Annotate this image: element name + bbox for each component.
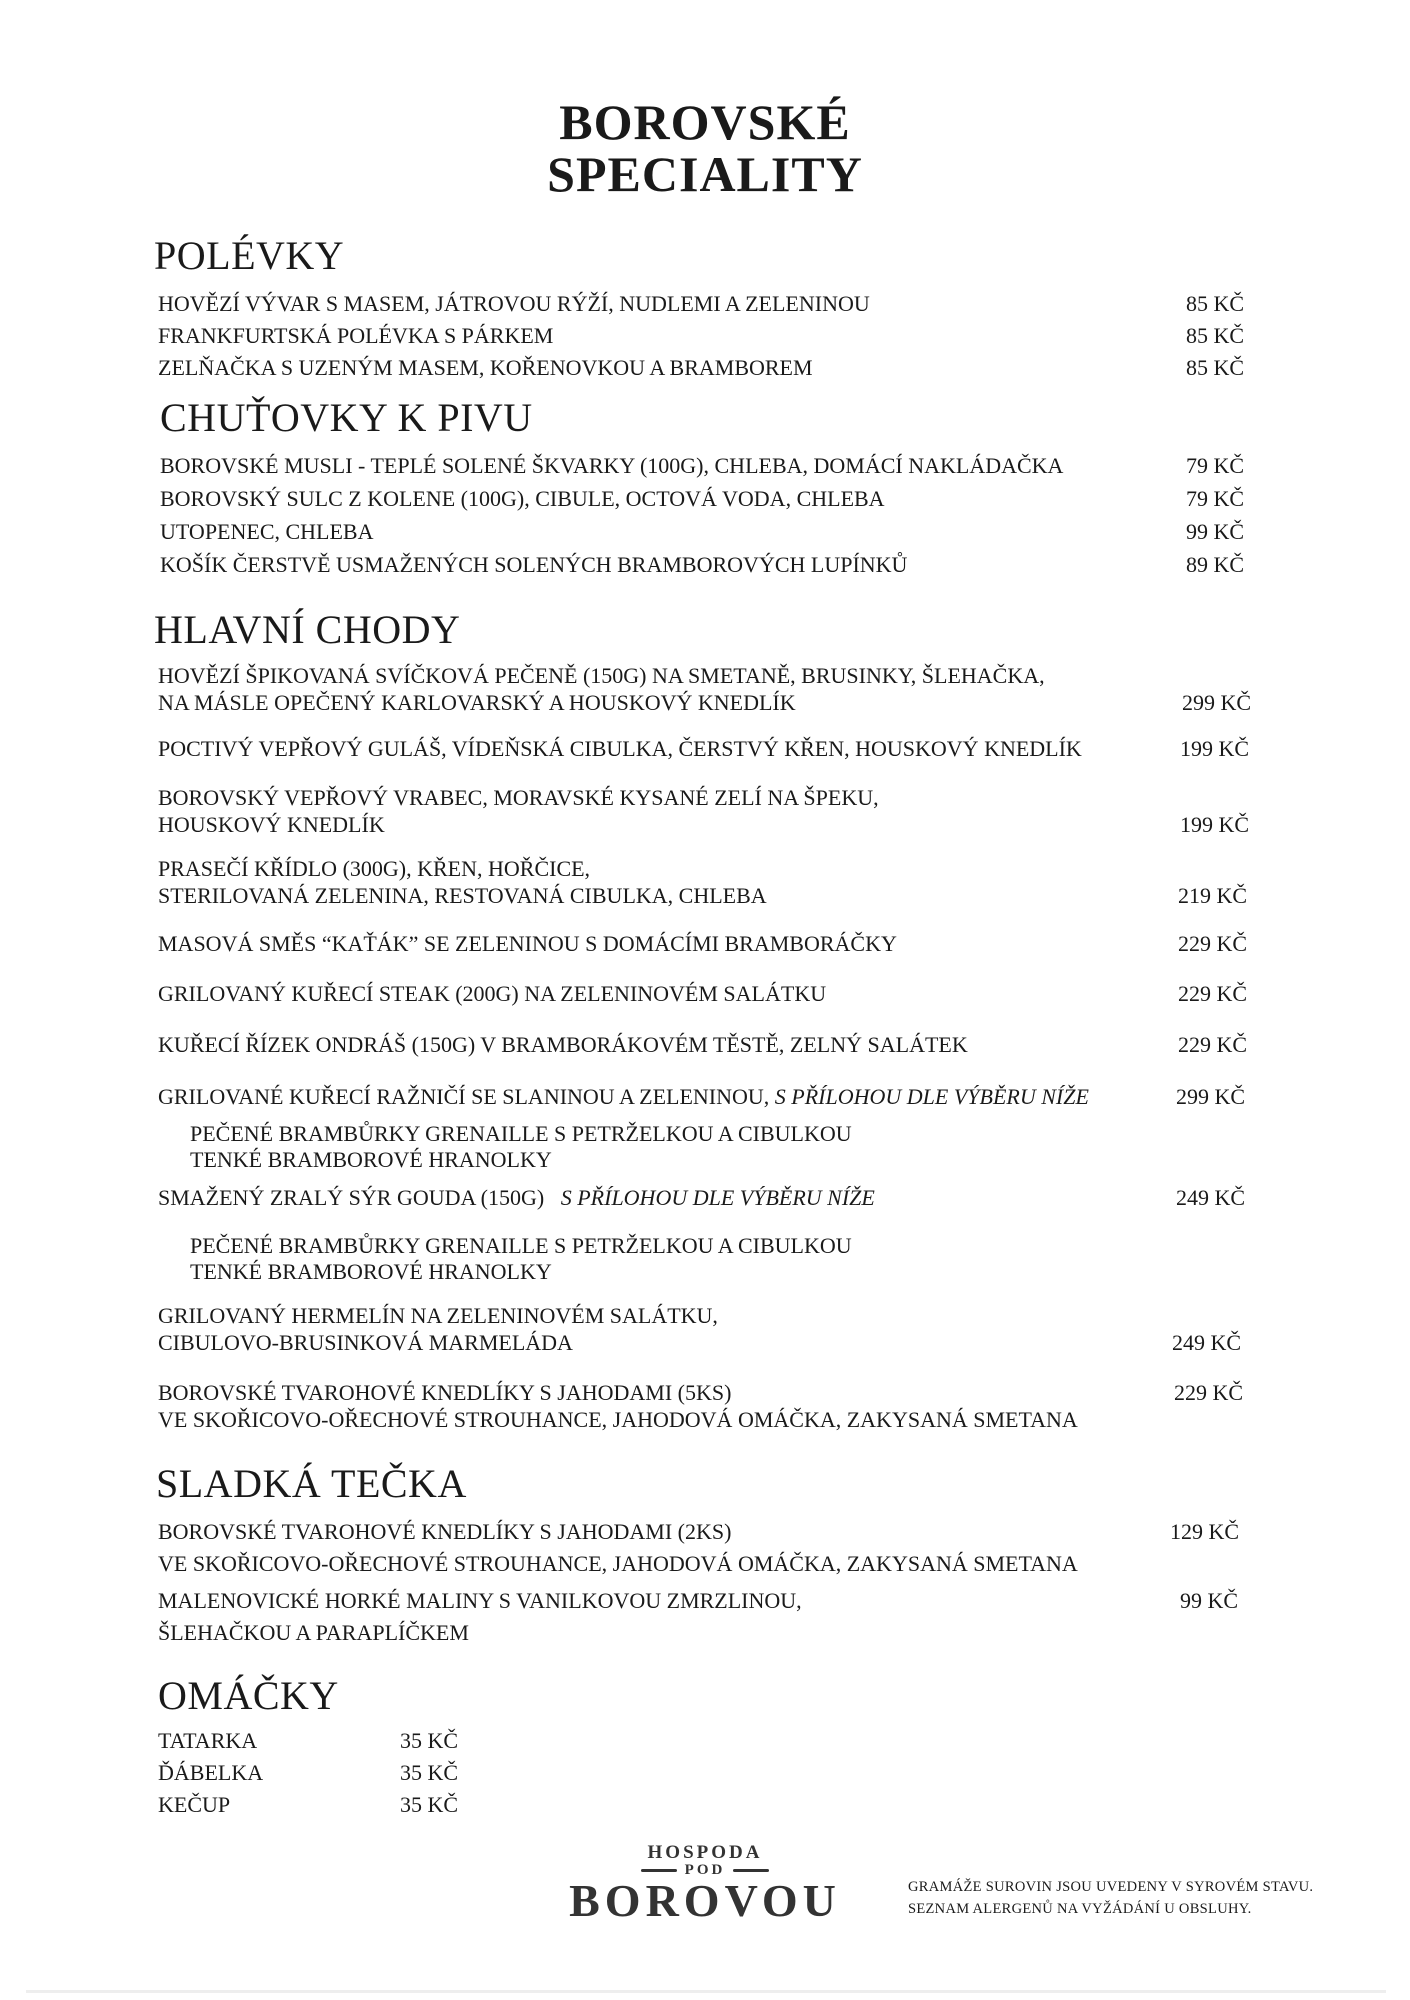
menu-item-name: MALENOVICKÉ HORKÉ MALINY S VANILKOVOU ZMRZLINOU, bbox=[158, 1588, 802, 1613]
menu-item-name: PRASEČÍ KŘÍDLO (300G), KŘEN, HOŘČICE, bbox=[158, 856, 591, 881]
sauce-price: 35 KČ bbox=[400, 1760, 459, 1785]
menu-item-name: BOROVSKÝ VEPŘOVÝ VRABEC, MORAVSKÉ KYSANÉ ZELÍ NA ŠPEKU, bbox=[158, 785, 879, 810]
sauce-price: 35 KČ bbox=[400, 1792, 459, 1817]
menu-item-price: 229 KČ bbox=[1178, 1032, 1248, 1057]
bottom-divider bbox=[26, 1990, 1386, 1993]
menu-item-main-text: SMAŽENÝ ZRALÝ SÝR GOUDA (150G) bbox=[158, 1185, 545, 1210]
sauce-price: 35 KČ bbox=[400, 1728, 459, 1753]
menu-item-price: 199 KČ bbox=[1180, 812, 1250, 837]
menu-item-name-line2: VE SKOŘICOVO-OŘECHOVÉ STROUHANCE, JAHODOVÁ OMÁČKA, ZAKYSANÁ SMETANA bbox=[158, 1407, 1078, 1432]
menu-item-name-line2: STERILOVANÁ ZELENINA, RESTOVANÁ CIBULKA, CHLEBA bbox=[158, 883, 767, 908]
section-title-omacky: OMÁČKY bbox=[158, 1673, 339, 1718]
menu-item-name: ZELŇAČKA S UZENÝM MASEM, KOŘENOVKOU A BRAMBOREM bbox=[158, 355, 813, 380]
menu-item-price: 85 KČ bbox=[1186, 355, 1245, 380]
menu-item-name: GRILOVANÝ KUŘECÍ STEAK (200G) NA ZELENINOVÉM SALÁTKU bbox=[158, 981, 827, 1006]
page-title bbox=[0, 96, 1410, 200]
menu-item-name: POCTIVÝ VEPŘOVÝ GULÁŠ, VÍDEŇSKÁ CIBULKA, ČERSTVÝ KŘEN, HOUSKOVÝ KNEDLÍK bbox=[158, 736, 1082, 761]
menu-item-price: 85 KČ bbox=[1186, 291, 1245, 316]
side-option: PEČENÉ BRAMBŮRKY GRENAILLE S PETRŽELKOU A CIBULKOU bbox=[190, 1121, 852, 1146]
menu-item-price: 79 KČ bbox=[1186, 486, 1245, 511]
menu-item-main-text: GRILOVANÉ KUŘECÍ RAŽNIČÍ SE SLANINOU A ZELENINOU, bbox=[158, 1084, 770, 1109]
menu-item-name: BOROVSKÉ TVAROHOVÉ KNEDLÍKY S JAHODAMI (2KS) bbox=[158, 1519, 732, 1544]
menu-item-price: 219 KČ bbox=[1178, 883, 1248, 908]
menu-item-price: 299 KČ bbox=[1176, 1084, 1246, 1109]
menu-item-name-line2: ŠLEHAČKOU A PARAPLÍČKEM bbox=[158, 1620, 469, 1645]
sauce-name: KEČUP bbox=[158, 1792, 231, 1817]
section-title-sladka: SLADKÁ TEČKA bbox=[156, 1461, 467, 1506]
footer-note-line2: SEZNAM ALERGENŮ NA VYŽÁDÁNÍ U OBSLUHY. bbox=[908, 1901, 1252, 1917]
menu-item-name: BOROVSKÝ SULC Z KOLENE (100G), CIBULE, OCTOVÁ VODA, CHLEBA bbox=[160, 486, 885, 511]
menu-item-side-note: S PŘÍLOHOU DLE VÝBĚRU NÍŽE bbox=[560, 1185, 875, 1210]
menu-item-price: 299 KČ bbox=[1182, 690, 1252, 715]
section-title-chutovky: CHUŤOVKY K PIVU bbox=[160, 395, 533, 440]
menu-item-price: 249 KČ bbox=[1176, 1185, 1246, 1210]
logo-line2: POD bbox=[684, 1862, 726, 1878]
page-title-line2: SPECIALITY bbox=[547, 146, 863, 202]
side-option: TENKÉ BRAMBOROVÉ HRANOLKY bbox=[190, 1259, 552, 1284]
footer-note bbox=[908, 1876, 1313, 1920]
menu-item-price: 229 KČ bbox=[1178, 981, 1248, 1006]
logo-line3: BOROVOU bbox=[569, 1875, 841, 1926]
menu-item-name: GRILOVANÝ HERMELÍN NA ZELENINOVÉM SALÁTKU, bbox=[158, 1303, 718, 1328]
menu-item-price: 85 KČ bbox=[1186, 323, 1245, 348]
menu-item-name bbox=[158, 1184, 875, 1211]
menu-item-name-line2: HOUSKOVÝ KNEDLÍK bbox=[158, 812, 385, 837]
menu-item-name: KUŘECÍ ŘÍZEK ONDRÁŠ (150G) V BRAMBORÁKOVÉM TĚSTĚ, ZELNÝ SALÁTEK bbox=[158, 1032, 968, 1057]
menu-item-name: UTOPENEC, CHLEBA bbox=[160, 519, 374, 544]
logo-dash-left bbox=[641, 1869, 677, 1872]
footer-note-line1: GRAMÁŽE SUROVIN JSOU UVEDENY V SYROVÉM STAVU. bbox=[908, 1879, 1314, 1895]
menu-item-price: 229 KČ bbox=[1178, 931, 1248, 956]
logo-dash-right bbox=[733, 1869, 769, 1872]
menu-item-name: HOVĚZÍ ŠPIKOVANÁ SVÍČKOVÁ PEČENĚ (150G) NA SMETANĚ, BRUSINKY, ŠLEHAČKA, bbox=[158, 663, 1045, 688]
side-option: TENKÉ BRAMBOROVÉ HRANOLKY bbox=[190, 1147, 552, 1172]
sauce-name: TATARKA bbox=[158, 1728, 258, 1753]
menu-item-price: 79 KČ bbox=[1186, 453, 1245, 478]
menu-item-name: FRANKFURTSKÁ POLÉVKA S PÁRKEM bbox=[158, 323, 554, 348]
menu-item-price: 199 KČ bbox=[1180, 736, 1250, 761]
menu-item-price: 129 KČ bbox=[1170, 1519, 1240, 1544]
menu-item-price: 99 KČ bbox=[1180, 1588, 1239, 1613]
menu-item-name: HOVĚZÍ VÝVAR S MASEM, JÁTROVOU RÝŽÍ, NUDLEMI A ZELENINOU bbox=[158, 291, 870, 316]
logo-line1: HOSPODA bbox=[647, 1842, 763, 1863]
menu-item-name-line2: VE SKOŘICOVO-OŘECHOVÉ STROUHANCE, JAHODOVÁ OMÁČKA, ZAKYSANÁ SMETANA bbox=[158, 1551, 1078, 1576]
menu-item-name: MASOVÁ SMĚS “KAŤÁK” SE ZELENINOU S DOMÁCÍMI BRAMBORÁČKY bbox=[158, 931, 897, 956]
section-title-hlavni: HLAVNÍ CHODY bbox=[154, 607, 461, 652]
menu-item-name: KOŠÍK ČERSTVĚ USMAŽENÝCH SOLENÝCH BRAMBOROVÝCH LUPÍNKŮ bbox=[160, 552, 908, 577]
menu-item-name-line2: CIBULOVO-BRUSINKOVÁ MARMELÁDA bbox=[158, 1330, 573, 1355]
menu-item-side-note: S PŘÍLOHOU DLE VÝBĚRU NÍŽE bbox=[774, 1084, 1089, 1109]
menu-item-name: BOROVSKÉ TVAROHOVÉ KNEDLÍKY S JAHODAMI (5KS) bbox=[158, 1380, 732, 1405]
menu-item-price: 89 KČ bbox=[1186, 552, 1245, 577]
menu-item-price: 99 KČ bbox=[1186, 519, 1245, 544]
restaurant-logo bbox=[560, 1842, 850, 1925]
menu-item-name-line2: NA MÁSLE OPEČENÝ KARLOVARSKÝ A HOUSKOVÝ KNEDLÍK bbox=[158, 690, 796, 715]
sauce-name: ĎÁBELKA bbox=[158, 1760, 264, 1785]
section-title-polevky: POLÉVKY bbox=[154, 233, 345, 278]
side-option: PEČENÉ BRAMBŮRKY GRENAILLE S PETRŽELKOU A CIBULKOU bbox=[190, 1233, 852, 1258]
menu-item-name: BOROVSKÉ MUSLI - TEPLÉ SOLENÉ ŠKVARKY (100G), CHLEBA, DOMÁCÍ NAKLÁDAČKA bbox=[160, 453, 1064, 478]
menu-item-price: 249 KČ bbox=[1172, 1330, 1242, 1355]
page-title-line1: BOROVSKÉ bbox=[559, 94, 851, 150]
menu-item-name bbox=[158, 1083, 1089, 1110]
menu-item-price: 229 KČ bbox=[1174, 1380, 1244, 1405]
